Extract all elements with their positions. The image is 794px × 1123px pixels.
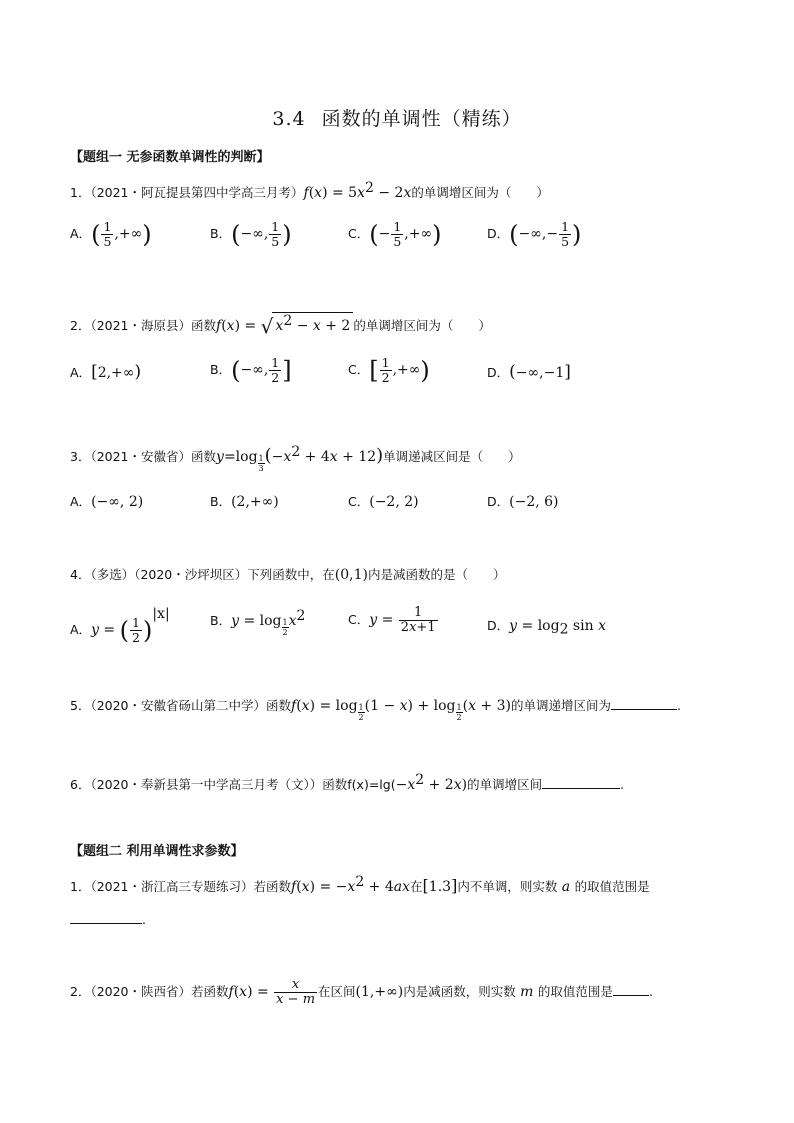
option-1-2-c: C．[ $\frac{1}{2}$ ,+∞) <box>348 355 430 385</box>
option-1-1-c: C．(− $\frac{1}{5}$ ,+∞) <box>348 219 442 249</box>
page-title <box>0 104 794 131</box>
option-1-2-d: D．(−∞,−1] <box>487 362 571 382</box>
option-1-4-c: C．y = $\frac{1}{2x+1}$ <box>348 605 436 635</box>
question-2-1-answer-line: . <box>70 912 146 927</box>
option-1-1-b: B．(−∞, $\frac{1}{5}$ ) <box>210 219 292 249</box>
group2-heading: 【题组二 利用单调性求参数】 <box>70 844 244 859</box>
question-1-2: 2．（2021・海原县）函数f(x) = √ $x^2 - x + 2$ 的单调增区间为（ ） <box>70 313 491 339</box>
question-2-1: 1．（2021・浙江高三专题练习）若函数$f(x) = -x^2 + 4ax$在[1.3]内不单调，则实数 a 的取值范围是 <box>70 874 650 896</box>
answer-blank-2-2[interactable] <box>613 995 649 996</box>
answer-blank-1-5[interactable] <box>611 709 677 710</box>
question-1-4: 4．（多选）（2020・沙坪坝区）下列函数中，在(0,1)内是减函数的是（ ） <box>70 567 506 583</box>
question-1-1: 1．（2021・阿瓦提县第四中学高三月考）$f(x) = 5x^2 - 2x$的单调增区间为（ ） <box>70 180 549 202</box>
question-1-6: 6．（2020・奉新县第一中学高三月考（文））函数$f(x)=\lg(-x^2 + 2x)$的单调增区间 . <box>70 772 625 794</box>
option-1-3-b: B．(2,+∞) <box>210 494 279 510</box>
option-1-4-a: A．y = ( $\frac{1}{2}$ )$^{|x|}$ <box>70 606 170 645</box>
option-1-2-a: A．[2,+∞) <box>70 362 142 382</box>
question-1-3: 3．（2021・安徽省）函数y=log $\frac{1}{3}$ $(-x^2 + 4x + 12)$单调递减区间是（ ） <box>70 444 521 474</box>
question-1-5: 5．（2020・安徽省砀山第二中学）函数f(x) = log $\frac{1}{2}$ (1 − x) + log $\frac{1}{2}$ (x + 3)的单调递增区间为 . <box>70 698 681 722</box>
group1-heading: 【题组一 无参函数单调性的判断】 <box>70 150 270 165</box>
option-1-3-a: A．(−∞, 2) <box>70 494 144 510</box>
answer-blank-1-6[interactable] <box>542 788 620 789</box>
option-1-1-a: A．( $\frac{1}{5}$ ,+∞) <box>70 219 152 249</box>
option-1-4-d: D．$y = \log_2 \sin x$ <box>487 618 606 638</box>
option-1-4-b: B．y = log $\frac{1}{2}$ $x^2$ <box>210 608 306 638</box>
question-2-2: 2．（2020・陕西省）若函数f(x) = $\frac{x}{x - m}$ 在区间(1,+∞)内是减函数，则实数 m 的取值范围是 . <box>70 977 653 1007</box>
option-1-2-b: B．(−∞, $\frac{1}{2}$ ] <box>210 355 292 385</box>
option-1-3-c: C．(−2, 2) <box>348 494 419 510</box>
title-text: 函数的单调性（精练） <box>321 108 522 130</box>
option-1-1-d: D．(−∞,− $\frac{1}{5}$ ) <box>487 219 582 249</box>
answer-blank-2-1[interactable] <box>70 923 142 924</box>
option-1-3-d: D．(−2, 6) <box>487 494 559 510</box>
title-number: 3.4 <box>272 108 306 130</box>
